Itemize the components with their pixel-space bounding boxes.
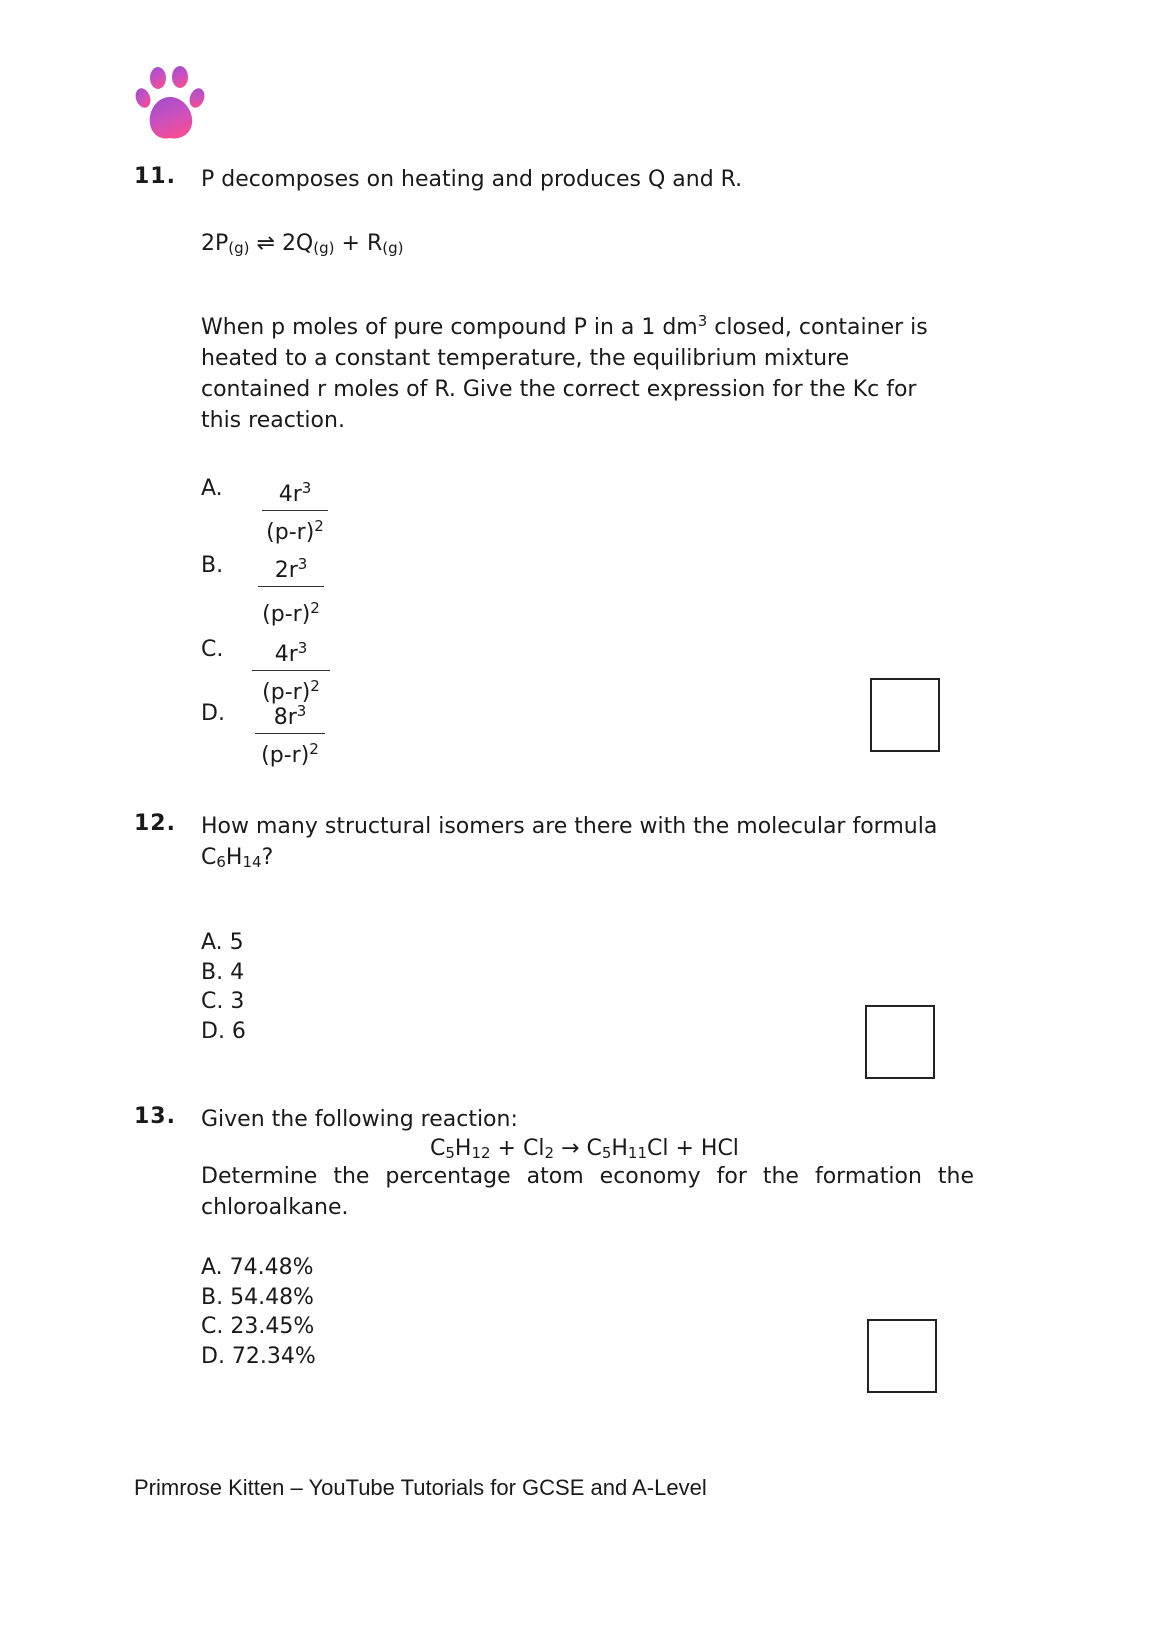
question-12-stem: How many structural isomers are there with the molecular formula $C_6H_{14}$? — [201, 814, 938, 871]
answer-box-q11[interactable] — [870, 678, 940, 752]
question-11-paragraph: When p moles of pure compound P in a 1 $dm^3$ closed, container is heated to a constant temperature, the equilibrium mixture contained r moles of R. Give the correct expression for the Kc for this reaction. — [201, 312, 928, 433]
option-b: B. 54.48% — [201, 1284, 314, 1310]
option-label: A. — [201, 476, 223, 501]
option-c-fraction: $4r^3$ $(p-r)^2$ — [252, 633, 330, 708]
equilibrium-equation: $2P_{(g)}$ ⇌ $2Q_{(g)} + R_{(g)}$ — [201, 231, 404, 257]
option-label: B. — [201, 553, 224, 578]
option-c: C. 3 — [201, 989, 245, 1014]
option-a: A. 74.48% — [201, 1255, 314, 1280]
option-label: D. — [201, 701, 225, 726]
option-b-fraction: $2r^3$ $(p-r)^2$ — [258, 549, 324, 630]
option-d-fraction: $8r^3$ $(p-r)^2$ — [255, 696, 325, 771]
option-a-fraction: $4r^3$ $(p-r)^2$ — [262, 473, 328, 548]
question-13-options — [201, 1253, 316, 1371]
option-label: C. — [201, 637, 224, 662]
option-d: D. 6 — [201, 1018, 246, 1044]
question-11-number: 11. — [134, 164, 176, 189]
question-12-number: 12. — [134, 811, 176, 836]
question-13-line1: Given the following reaction: — [201, 1107, 518, 1132]
option-d: D. 72.34% — [201, 1343, 316, 1369]
question-11-stem: P decomposes on heating and produces Q and R. — [201, 167, 743, 192]
chlorination-reaction: $C_5H_{12} + Cl_2 \to C_5H_{11}Cl$ + HCl — [430, 1136, 739, 1162]
option-a: A. 5 — [201, 930, 244, 955]
question-12-options — [201, 928, 246, 1046]
option-b: B. 4 — [201, 959, 245, 985]
question-13-number: 13. — [134, 1104, 176, 1129]
answer-box-q12[interactable] — [865, 1005, 935, 1079]
answer-box-q13[interactable] — [867, 1319, 937, 1393]
question-13-instruction: Determine the percentage atom economy for the formation the chloroalkane. — [201, 1164, 974, 1220]
paw-print-icon — [134, 64, 208, 142]
page-footer: Primrose Kitten – YouTube Tutorials for GCSE and A-Level — [134, 1475, 707, 1500]
option-c: C. 23.45% — [201, 1314, 315, 1339]
